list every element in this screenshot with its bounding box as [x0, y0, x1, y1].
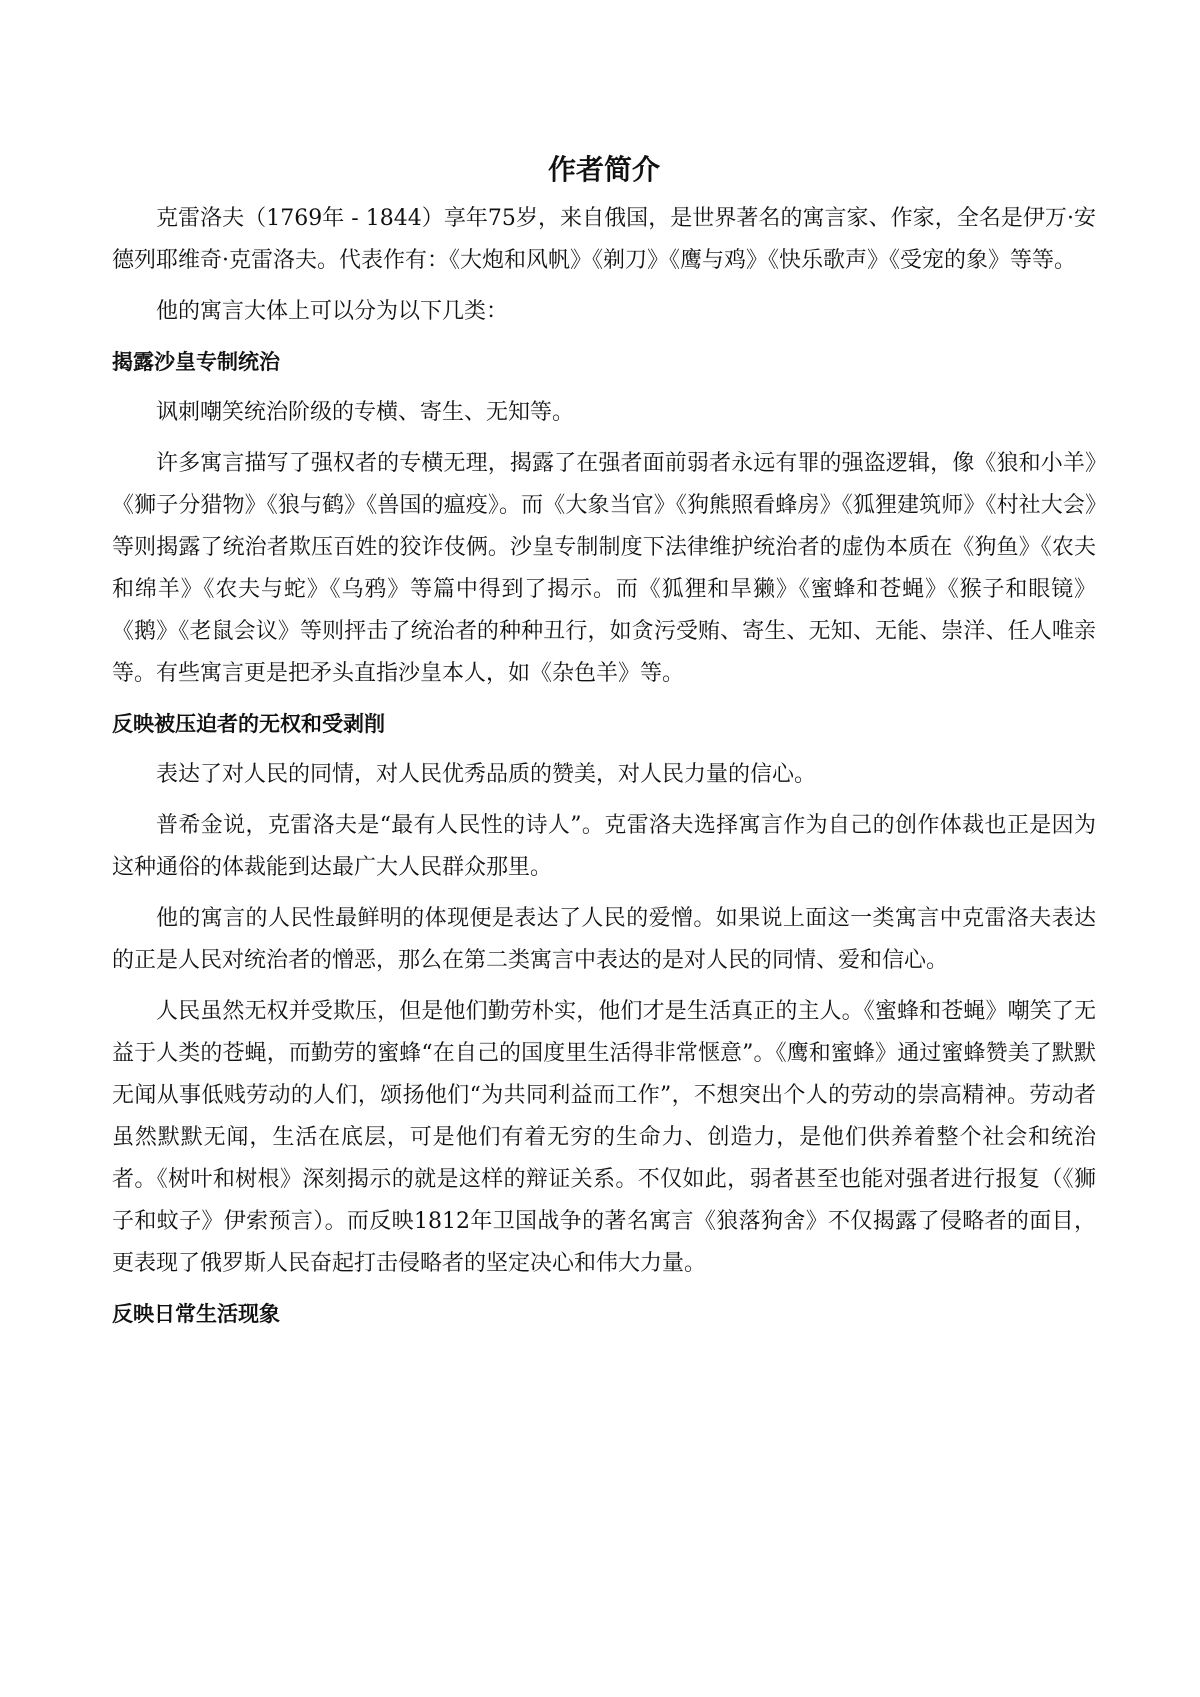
section2-paragraph-4: 人民虽然无权并受欺压，但是他们勤劳朴实，他们才是生活真正的主人。《蜜蜂和苍蝇》嘲笑了无益于人类的苍蝇，而勤劳的蜜蜂“在自己的国度里生活得非常惬意”。《鹰和蜜蜂》通过蜜蜂赞美了默默无闻从事低贱劳动的人们，颂扬他们“为共同利益而工作”，不想突出个人的劳动的崇高精神。劳动者虽然默默无闻，生活在底层，可是他们有着无穷的生命力、创造力，是他们供养着整个社会和统治者。《树叶和树根》深刻揭示的就是这样的辩证关系。不仅如此，弱者甚至也能对强者进行报复（《狮子和蚊子》伊索预言）。而反映1812年卫国战争的著名寓言《狼落狗舍》不仅揭露了侵略者的面目，更表现了俄罗斯人民奋起打击侵略者的坚定决心和伟大力量。 — [112, 999, 1096, 1276]
section-heading-2: 反映被压迫者的无权和受剥削 — [112, 712, 385, 736]
intro-paragraph-1: 克雷洛夫（1769年 - 1844）享年75岁，来自俄国，是世界著名的寓言家、作家，全名是伊万·安德列耶维奇·克雷洛夫。代表作有：《大炮和风帆》《剃刀》《鹰与鸡》《快乐歌声》《受宠的象》等等。 — [112, 206, 1096, 273]
section1-paragraph-1: 讽刺嘲笑统治阶级的专横、寄生、无知等。 — [156, 400, 575, 425]
intro-paragraph-2: 他的寓言大体上可以分为以下几类： — [156, 299, 509, 324]
section2-paragraph-2: 普希金说，克雷洛夫是“最有人民性的诗人”。克雷洛夫选择寓言作为自己的创作体裁也正是因为这种通俗的体裁能到达最广大人民群众那里。 — [112, 813, 1096, 880]
section-heading-1: 揭露沙皇专制统治 — [112, 350, 280, 374]
page-title: 作者简介 — [547, 153, 660, 186]
section1-paragraph-2: 许多寓言描写了强权者的专横无理，揭露了在强者面前弱者永远有罪的强盗逻辑，像《狼和小羊》《狮子分猎物》《狼与鹤》《兽国的瘟疫》。而《大象当官》《狗熊照看蜂房》《狐狸建筑师》《村社大会》等则揭露了统治者欺压百姓的狡诈伎俩。沙皇专制制度下法律维护统治者的虚伪本质在《狗鱼》《农夫和绵羊》《农夫与蛇》《乌鸦》等篇中得到了揭示。而《狐狸和旱獭》《蜜蜂和苍蝇》《猴子和眼镜》《鹅》《老鼠会议》等则抨击了统治者的种种丑行，如贪污受贿、寄生、无知、无能、崇洋、任人唯亲等。有些寓言更是把矛头直指沙皇本人，如《杂色羊》等。 — [112, 451, 1096, 686]
section2-paragraph-1: 表达了对人民的同情，对人民优秀品质的赞美，对人民力量的信心。 — [156, 762, 817, 787]
document-page — [112, 150, 1096, 1344]
section-heading-3: 反映日常生活现象 — [112, 1302, 280, 1326]
section2-paragraph-3: 他的寓言的人民性最鲜明的体现便是表达了人民的爱憎。如果说上面这一类寓言中克雷洛夫表达的正是人民对统治者的憎恶，那么在第二类寓言中表达的是对人民的同情、爱和信心。 — [112, 906, 1096, 973]
